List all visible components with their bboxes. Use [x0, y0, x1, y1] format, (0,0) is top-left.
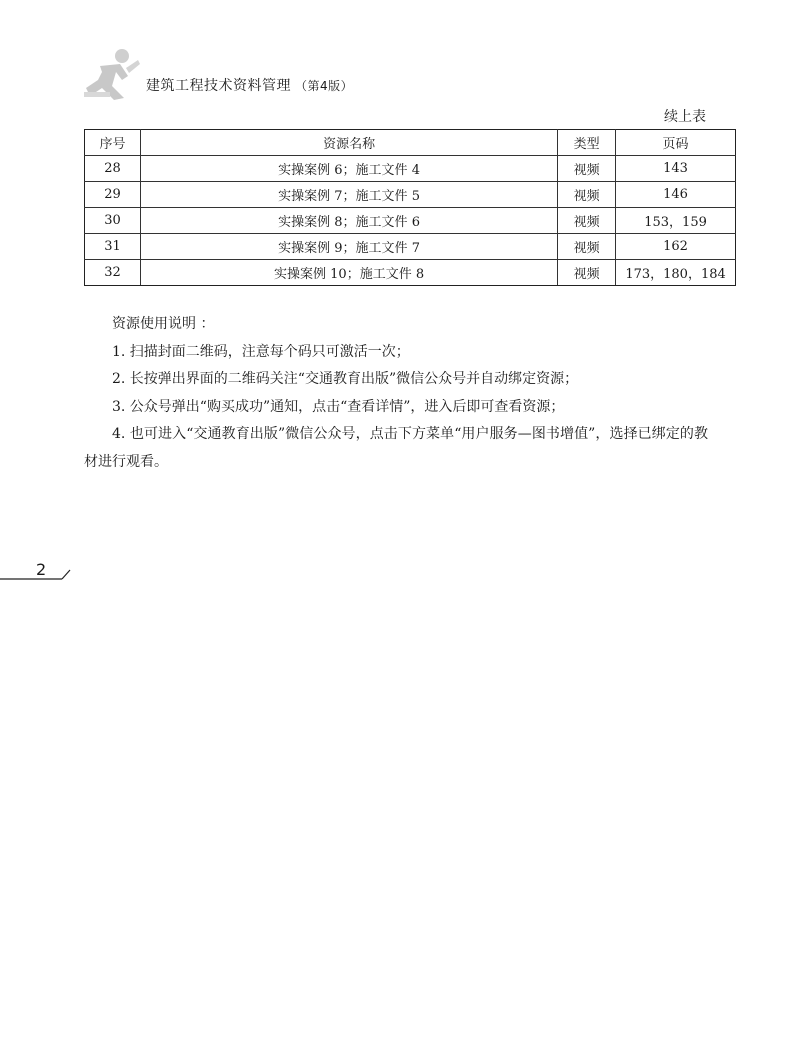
note-item: 2. 长按弹出界面的二维码关注“交通教育出版”微信公众号并自动绑定资源； — [112, 371, 579, 387]
cell-type: 视频 — [558, 208, 616, 234]
note-item: 4. 也可进入“交通教育出版”微信公众号，点击下方菜单“用户服务—图书增值”，选择已绑定的教材进行观看。 — [84, 426, 708, 470]
column-header-type: 类型 — [558, 130, 616, 156]
page-header — [82, 40, 722, 102]
cell-type: 视频 — [558, 156, 616, 182]
table-row — [85, 182, 736, 208]
table-row — [85, 208, 736, 234]
table-row — [85, 260, 736, 286]
page-number: 2 — [36, 560, 47, 579]
cell-page: 146 — [616, 182, 736, 208]
book-title — [146, 75, 353, 95]
cell-no: 32 — [85, 260, 141, 286]
cell-no: 31 — [85, 234, 141, 260]
worker-logo-icon — [82, 46, 140, 100]
cell-type: 视频 — [558, 234, 616, 260]
column-header-page: 页码 — [616, 130, 736, 156]
edition-label: （第4版） — [295, 79, 354, 93]
column-header-no: 序号 — [85, 130, 141, 156]
cell-no: 30 — [85, 208, 141, 234]
table-header-row — [85, 130, 736, 156]
cell-type: 视频 — [558, 260, 616, 286]
table-row — [85, 156, 736, 182]
cell-name: 实操案例 9；施工文件 7 — [140, 234, 557, 260]
notes-heading: 资源使用说明 ： — [112, 316, 215, 332]
cell-type: 视频 — [558, 182, 616, 208]
cell-name: 实操案例 10；施工文件 8 — [140, 260, 557, 286]
resource-table — [84, 129, 736, 286]
table-row — [85, 234, 736, 260]
cell-page: 153，159 — [616, 208, 736, 234]
cell-page: 173，180，184 — [616, 260, 736, 286]
note-item: 3. 公众号弹出“购买成功”通知，点击“查看详情”，进入后即可查看资源； — [112, 398, 565, 415]
cell-name: 实操案例 6；施工文件 4 — [140, 156, 557, 182]
continued-label: 续上表 — [664, 109, 706, 125]
cell-page: 162 — [616, 234, 736, 260]
column-header-name: 资源名称 — [140, 130, 557, 156]
cell-no: 28 — [85, 156, 141, 182]
note-item: 1. 扫描封面二维码，注意每个码只可激活一次； — [112, 343, 410, 360]
cell-page: 143 — [616, 156, 736, 182]
usage-notes — [84, 311, 708, 476]
cell-no: 29 — [85, 182, 141, 208]
cell-name: 实操案例 7；施工文件 5 — [140, 182, 557, 208]
cell-name: 实操案例 8；施工文件 6 — [140, 208, 557, 234]
book-title-text: 建筑工程技术资料管理 — [146, 78, 291, 94]
